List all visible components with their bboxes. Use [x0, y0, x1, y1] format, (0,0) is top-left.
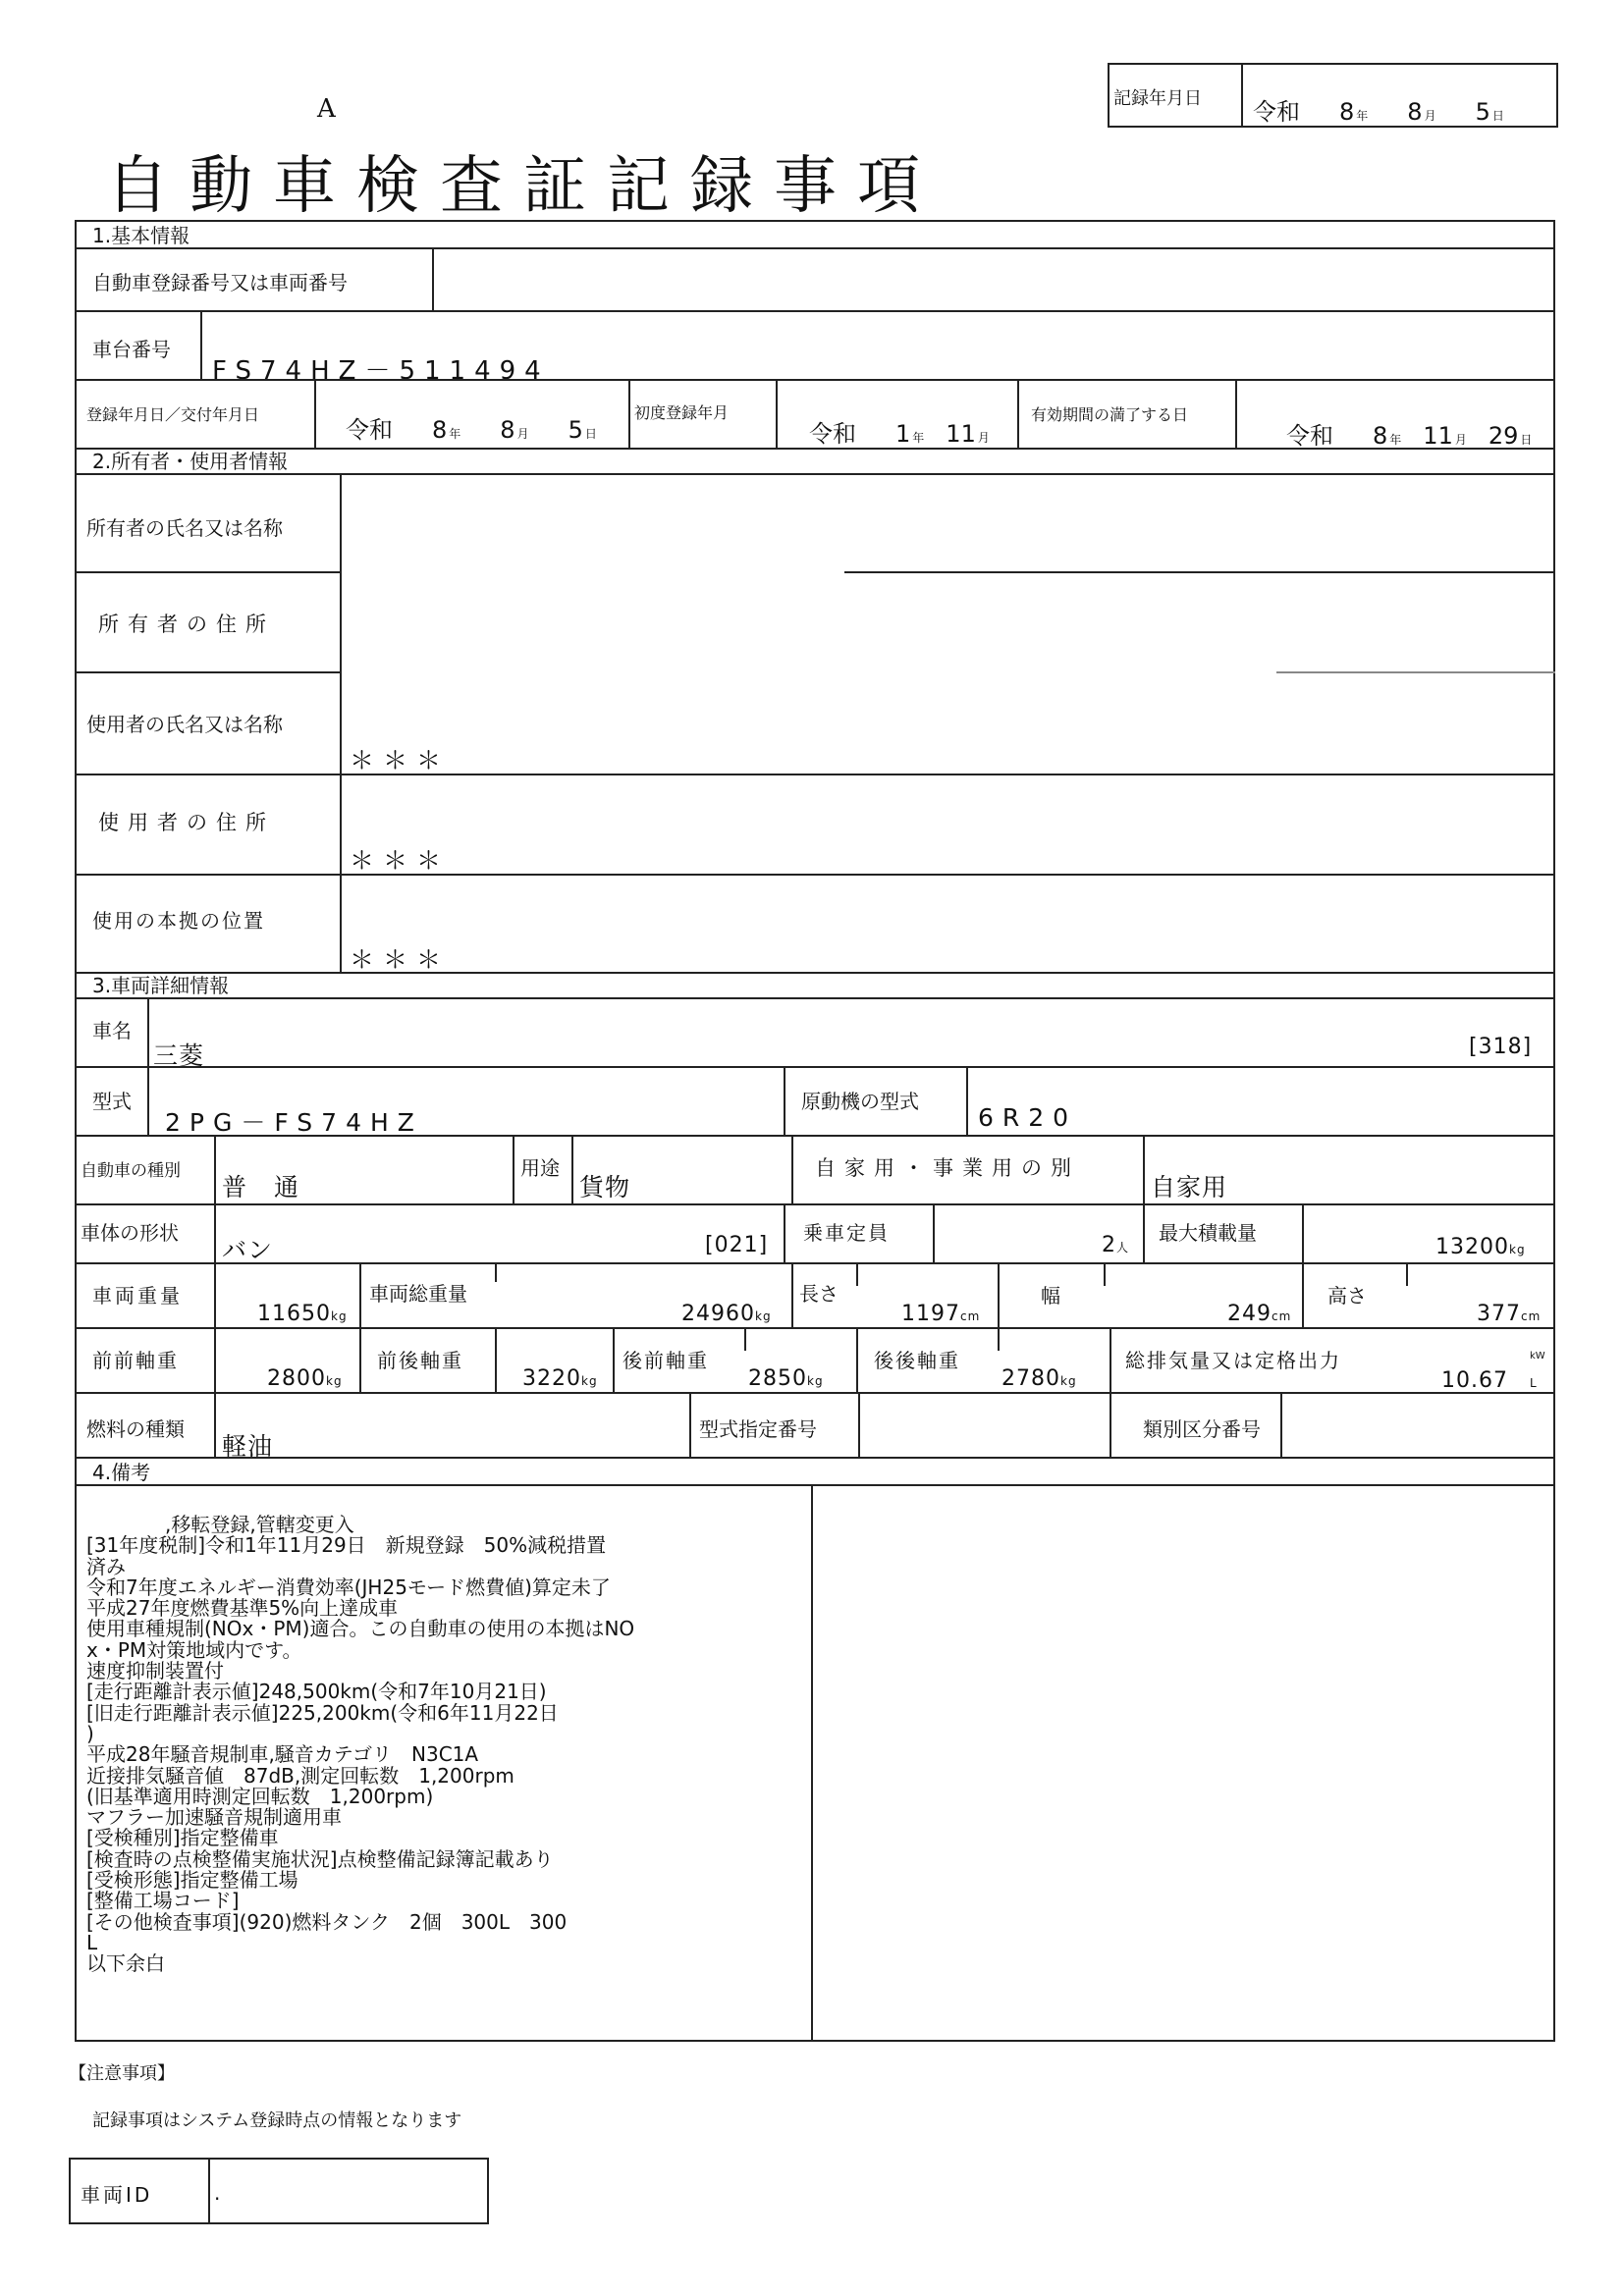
car-name-code: [318] — [1469, 1035, 1533, 1059]
reg-date-label: 登録年月日／交付年月日 — [86, 405, 260, 424]
height-label: 高さ — [1327, 1284, 1367, 1308]
chassis-value: FS74HZ－511494 — [212, 356, 550, 386]
document-title: 自動車検査証記録事項 — [106, 150, 941, 223]
owner-address-label: 所有者の住所 — [98, 613, 275, 636]
remarks-line: L — [86, 1930, 98, 1954]
fr-axle-value: 3220kg — [522, 1366, 598, 1391]
record-date-value: 令和 8 年 8 月 5 日 — [1253, 98, 1504, 126]
remarks-line: 速度抑制装置付 — [86, 1659, 224, 1683]
remarks-line: 済み — [86, 1554, 126, 1578]
displacement-unit-kw: kW — [1530, 1351, 1545, 1362]
base-location-label: 使用の本拠の位置 — [92, 909, 265, 933]
private-business-label: 自家用・事業用の別 — [815, 1156, 1080, 1180]
record-date-label: 記録年月日 — [1113, 88, 1202, 109]
owner-name-label: 所有者の氏名又は名称 — [86, 516, 283, 540]
model-label: 型式 — [92, 1090, 132, 1113]
type-designation-label: 型式指定番号 — [699, 1417, 817, 1441]
width-value: 249cm — [1227, 1302, 1292, 1326]
section-vehicle-details: 3.車両詳細情報 — [92, 974, 230, 997]
remarks-line: [検査時の点検整備実施状況]点検整備記録簿記載あり — [86, 1846, 554, 1871]
remarks-line: [受検形態]指定整備工場 — [86, 1868, 298, 1893]
user-address-value: ＊＊＊ — [350, 846, 451, 875]
remarks-text — [86, 1515, 813, 1975]
vehicle-kind-label: 自動車の種別 — [81, 1161, 181, 1181]
remarks-line: [受検種別]指定整備車 — [86, 1826, 279, 1850]
form-mark: A — [317, 94, 336, 124]
capacity-label: 乗車定員 — [803, 1221, 890, 1245]
user-name-value: ＊＊＊ — [350, 746, 451, 774]
use-value: 貨物 — [579, 1173, 631, 1201]
chassis-label: 車台番号 — [92, 338, 171, 361]
remarks-line: [31年度税制]令和1年11月29日 新規登録 50%減税措置 — [86, 1533, 607, 1558]
rf-axle-label: 後前軸重 — [623, 1349, 709, 1372]
weight-label: 車両重量 — [92, 1284, 183, 1308]
rr-axle-value: 2780kg — [1001, 1366, 1077, 1391]
gross-weight-value: 24960kg — [681, 1302, 772, 1326]
vehicle-id-label: 車両ID — [81, 2183, 153, 2207]
remarks-line: マフラー加速騒音規制適用車 — [86, 1805, 342, 1830]
fuel-value: 軽油 — [222, 1432, 274, 1461]
remarks-line: [旧走行距離計表示値]225,200km(令和6年11月22日 — [86, 1700, 559, 1725]
base-location-value: ＊＊＊ — [350, 945, 451, 974]
user-name-label: 使用者の氏名又は名称 — [86, 713, 283, 736]
rr-axle-label: 後後軸重 — [874, 1349, 960, 1372]
user-address-label: 使用者の住所 — [98, 811, 275, 834]
ff-axle-value: 2800kg — [267, 1366, 343, 1391]
notice-text: 記録事項はシステム登録時点の情報となります — [92, 2110, 462, 2131]
capacity-value: 2人 — [1102, 1233, 1130, 1257]
gross-weight-label: 車両総重量 — [369, 1282, 467, 1306]
expiry-label: 有効期間の満了する日 — [1031, 405, 1189, 424]
max-load-value: 13200kg — [1435, 1235, 1526, 1259]
ff-axle-label: 前前軸重 — [92, 1349, 179, 1372]
remarks-line: [整備工場コード] — [86, 1889, 240, 1913]
engine-model-value: 6R20 — [978, 1103, 1078, 1132]
remarks-line: 以下余白 — [86, 1951, 165, 1976]
displacement-value: 10.67 — [1441, 1368, 1508, 1393]
first-reg-value: 令和 1 年 11 月 — [809, 420, 990, 448]
class-number-label: 類別区分番号 — [1143, 1417, 1261, 1441]
remarks-line: 平成27年度燃費基準5%向上達成車 — [86, 1596, 399, 1621]
section-owner-info: 2.所有者・使用者情報 — [92, 450, 289, 473]
expiry-value: 令和 8 年 11 月 29 日 — [1286, 422, 1533, 450]
displacement-label: 総排気量又は定格出力 — [1125, 1349, 1341, 1372]
use-label: 用途 — [520, 1156, 560, 1180]
reg-date-value: 令和 8 年 8 月 5 日 — [346, 416, 597, 444]
private-business-value: 自家用 — [1151, 1173, 1228, 1201]
remarks-line: [その他検査事項](920)燃料タンク 2個 300L 300 — [86, 1909, 568, 1934]
height-value: 377cm — [1477, 1302, 1542, 1326]
remarks-line: 使用車種規制(NOx・PM)適合。この自動車の使用の本拠はNO — [86, 1617, 635, 1641]
length-value: 1197cm — [901, 1302, 981, 1326]
rf-axle-value: 2850kg — [748, 1366, 824, 1391]
remarks-line: 平成28年騒音規制車,騒音カテゴリ N3C1A — [86, 1742, 479, 1767]
remarks-line: 近接排気騒音値 87dB,測定回転数 1,200rpm — [86, 1763, 514, 1788]
section-basic-info: 1.基本情報 — [92, 224, 190, 247]
length-label: 長さ — [799, 1282, 839, 1306]
max-load-label: 最大積載量 — [1159, 1221, 1257, 1245]
remarks-line: x・PM対策地域内です。 — [86, 1637, 302, 1662]
remarks-line: 令和7年度エネルギー消費効率(JH25モード燃費値)算定未了 — [86, 1575, 611, 1599]
remarks-line: ,移転登録,管轄変更入 — [86, 1513, 354, 1536]
fuel-label: 燃料の種類 — [86, 1417, 185, 1441]
model-value: 2PG－FS74HZ — [165, 1108, 423, 1137]
section-remarks: 4.備考 — [92, 1461, 151, 1484]
width-label: 幅 — [1041, 1284, 1060, 1308]
fr-axle-label: 前後軸重 — [377, 1349, 463, 1372]
vehicle-id-value: . — [214, 2181, 221, 2205]
first-reg-label: 初度登録年月 — [634, 403, 730, 422]
remarks-line: ) — [86, 1721, 94, 1745]
vehicle-kind-value: 普 通 — [222, 1173, 308, 1201]
body-shape-value: バン — [222, 1236, 274, 1264]
notice-title: 【注意事項】 — [69, 2063, 175, 2084]
weight-value: 11650kg — [257, 1302, 348, 1326]
car-name-label: 車名 — [92, 1019, 132, 1042]
engine-model-label: 原動機の型式 — [801, 1090, 919, 1113]
body-shape-label: 車体の形状 — [81, 1221, 179, 1245]
remarks-line: (旧基準適用時測定回転数 1,200rpm) — [86, 1784, 434, 1808]
displacement-unit-l: L — [1530, 1376, 1537, 1390]
body-shape-code: [021] — [705, 1233, 769, 1257]
remarks-line: [走行距離計表示値]248,500km(令和7年10月21日) — [86, 1680, 547, 1704]
car-name-value: 三菱 — [153, 1041, 205, 1070]
reg-number-label: 自動車登録番号又は車両番号 — [92, 271, 348, 294]
